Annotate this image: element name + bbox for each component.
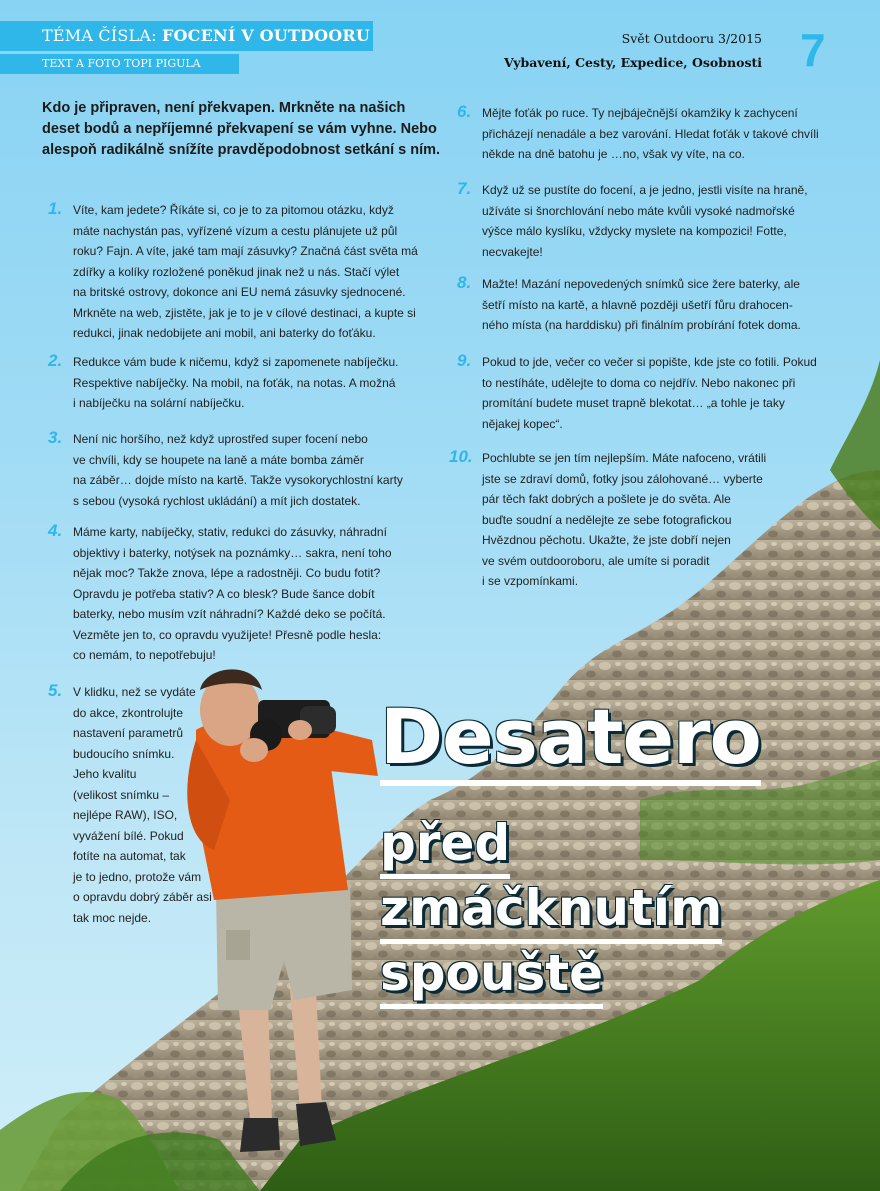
tip-line: Víte, kam jedete? Říkáte si, co je to za pitomou otázku, když [73,203,394,217]
tip-line: co nemám, to nepotřebuju! [73,648,216,662]
section-categories: Vybavení, Cesty, Expedice, Osobnosti [504,55,762,70]
tip-line: redukci, jinak nedobijete ani mobil, ani baterky do foťáku. [73,326,376,340]
tip-line: Mrkněte na web, zjistěte, jak je to je v cílové destinaci, a kupte si [73,305,416,320]
tip-line: Pokud to jde, večer co večer si popište, kde jste co fotili. Pokud [482,355,817,369]
tip-line: přicházejí nenadále a bez varování. Hledat foťák v takové chvíli [482,126,819,141]
tip-number [457,179,471,201]
tip-line: nastavení parametrů [73,726,184,740]
tip-line: Mažte! Mazání nepovedených snímků sice žere baterky, ale [482,277,800,291]
tip-number-label: 1. [48,199,63,218]
tip-line: necvakejte! [482,244,543,259]
title-line-4: spouště [380,942,603,1009]
tip-line: vyvážení bílé. Pokud [73,828,184,843]
tip-line: nejlépe RAW), ISO, [73,808,178,822]
title-line-1: Desatero [380,694,761,786]
tip-number-label: 6. [457,102,472,121]
tip-line: baterky, nebo musím vzít náhradní? Každé deko se počítá. [73,607,386,621]
tip-line: ve chvíli, kdy se houpete na laně a máte bomba záměr [73,452,364,467]
tip-number-label: 2. [48,351,63,370]
tip-number [457,102,471,124]
tip-line: tak moc nejde. [73,910,152,925]
tip-line: Pochlubte se jen tím nejlepším. Máte nafoceno, vrátili [482,451,767,465]
tip-text [73,682,223,928]
tip-line: Respektive nabíječky. Na mobil, na foťák, na notas. A možná [73,375,396,390]
tip-line: o opravdu dobrý záběr asi [73,890,212,904]
tip-number [48,351,62,373]
tip-line: jste se zdraví domů, fotky jsou zálohované… vyberte [482,471,763,486]
tip-line: nějak moc? Takže znova, lépe a radostněji. Co budu fotit? [73,566,381,580]
tip-line: Máme karty, nabíječky, stativ, redukci do zásuvky, náhradní [73,525,387,539]
tip-line: máte nachystán pas, vyřízené vízum a cestu plánujete už půl [73,223,398,238]
tip-line: někde na dně batohu je …no, však vy víte, na co. [482,147,745,161]
lead-paragraph: Kdo je připraven, není překvapen. Mrkněte na našich deset bodů a nepříjemné překvapení se vám vyhne. Nebo alespoň radikálně snížíte pravděpodobnost setkání s ním. [42,100,441,158]
tip-number-label: 5. [48,681,63,700]
tip-line: šetří místo na kartě, a hlavně později ušetří fůru drahocen- [482,297,793,312]
tip-number-label: 9. [457,351,472,370]
tip-line: zdířky a kolíky rozložené poněkud jinak než u nás. Stačí výlet [73,264,400,279]
tip-line: Hvězdnou pěchotu. Ukažte, že jste dobří nejen [482,533,731,547]
tip-number-label: 3. [48,428,63,447]
tip-line: Redukce vám bude k ničemu, když si zapomenete nabíječku. [73,355,399,369]
tip-number [457,273,471,295]
tip-number-label: 7. [457,179,472,198]
tip-line: Vezměte jen to, co opravdu využijete! Přesně podle hesla: [73,627,382,642]
tip-line: na britské ostrovy, dokonce ani EU nemá zásuvky sjednocené. [73,285,406,299]
tip-line: do akce, zkontrolujte [73,705,184,720]
tip-line: užíváte si šnorchlování nebo máte kvůli vysoké nadmořské [482,203,795,218]
tip-line: (velikost snímku – [73,787,170,802]
tip-line: budoucího snímku. [73,746,175,761]
tip-number [457,351,471,373]
tip-number-label: 10. [449,447,473,466]
tip-line: Jeho kvalitu [73,767,137,781]
magazine-issue: Svět Outdooru 3/2015 [621,31,762,46]
tip-text [73,429,443,511]
tip-line: pár těch fakt dobrých a pošlete je do světa. Ale [482,492,731,506]
tip-line: i se vzpomínkami. [482,574,579,588]
tip-line: je to jedno, protože vám [73,869,202,884]
tip-line: objektivy i baterky, notýsek na poznámky… sakra, není toho [73,545,392,560]
tip-text [482,448,842,592]
tip-text [482,180,842,262]
tip-text [482,352,842,434]
tip-text [482,103,842,165]
tip-number [48,681,62,703]
tip-line: i nabíječku na solární nabíječku. [73,396,245,410]
tip-line: roku? Fajn. A víte, jaké tam mají zásuvky? Značná část světa má [73,244,418,258]
section-title: FOCENÍ V OUTDOORU [161,26,371,45]
tip-line: Mějte foťák po ruce. Ty nejbáječnější okamžiky k zachycení [482,106,798,120]
title-line-3: zmáčknutím [380,877,722,944]
tip-line: na záběr… dojde místo na kartě. Takže vysokorychlostní karty [73,473,403,487]
tip-line: buďte soudní a nedělejte ze sebe fotografickou [482,512,732,527]
tip-line: ného místa (na harddisku) při finálním probírání fotek doma. [482,318,801,332]
tip-text [73,352,443,414]
page-number: 7 [800,24,826,76]
tip-number-label: 4. [48,521,63,540]
tip-line: to nestíháte, udělejte to doma co nejdřív. Nebo nakonec při [482,375,796,390]
tip-text [73,522,443,666]
tip-line: výšce málo kyslíku, vždycky myslete na kompozici! Fotte, [482,224,787,238]
tip-line: nějakej kopec“. [482,416,563,431]
tip-number [48,428,62,450]
tip-line: Opravdu je potřeba stativ? A co blesk? Bude šance dobít [73,586,375,601]
tip-line: Když už se pustíte do focení, a je jedno, jestli visíte na hraně, [482,183,808,197]
author-credit: TEXT A FOTO TOPI PIGULA [0,54,239,74]
title-line-2: před [380,812,510,879]
tip-number-label: 8. [457,273,472,292]
tip-line: Není nic horšího, než když uprostřed super focení nebo [73,432,368,446]
tip-text [482,274,842,336]
tip-text [73,200,443,344]
tip-number [48,521,62,543]
tip-line: ve svém outdooroboru, ale umíte si poradit [482,553,710,568]
tip-line: V klidku, než se vydáte [73,685,196,699]
tip-number [449,447,473,469]
tip-line: fotíte na automat, tak [73,849,186,863]
tip-line: s sebou (vysoká rychlost ukládání) a mít jich dostatek. [73,493,361,508]
tip-number [48,199,62,221]
tip-line: promítání budete muset trapně blekotat… „a tohle je taky [482,396,785,410]
section-banner [0,21,373,51]
section-prefix: TÉMA ČÍSLA: [42,26,157,45]
